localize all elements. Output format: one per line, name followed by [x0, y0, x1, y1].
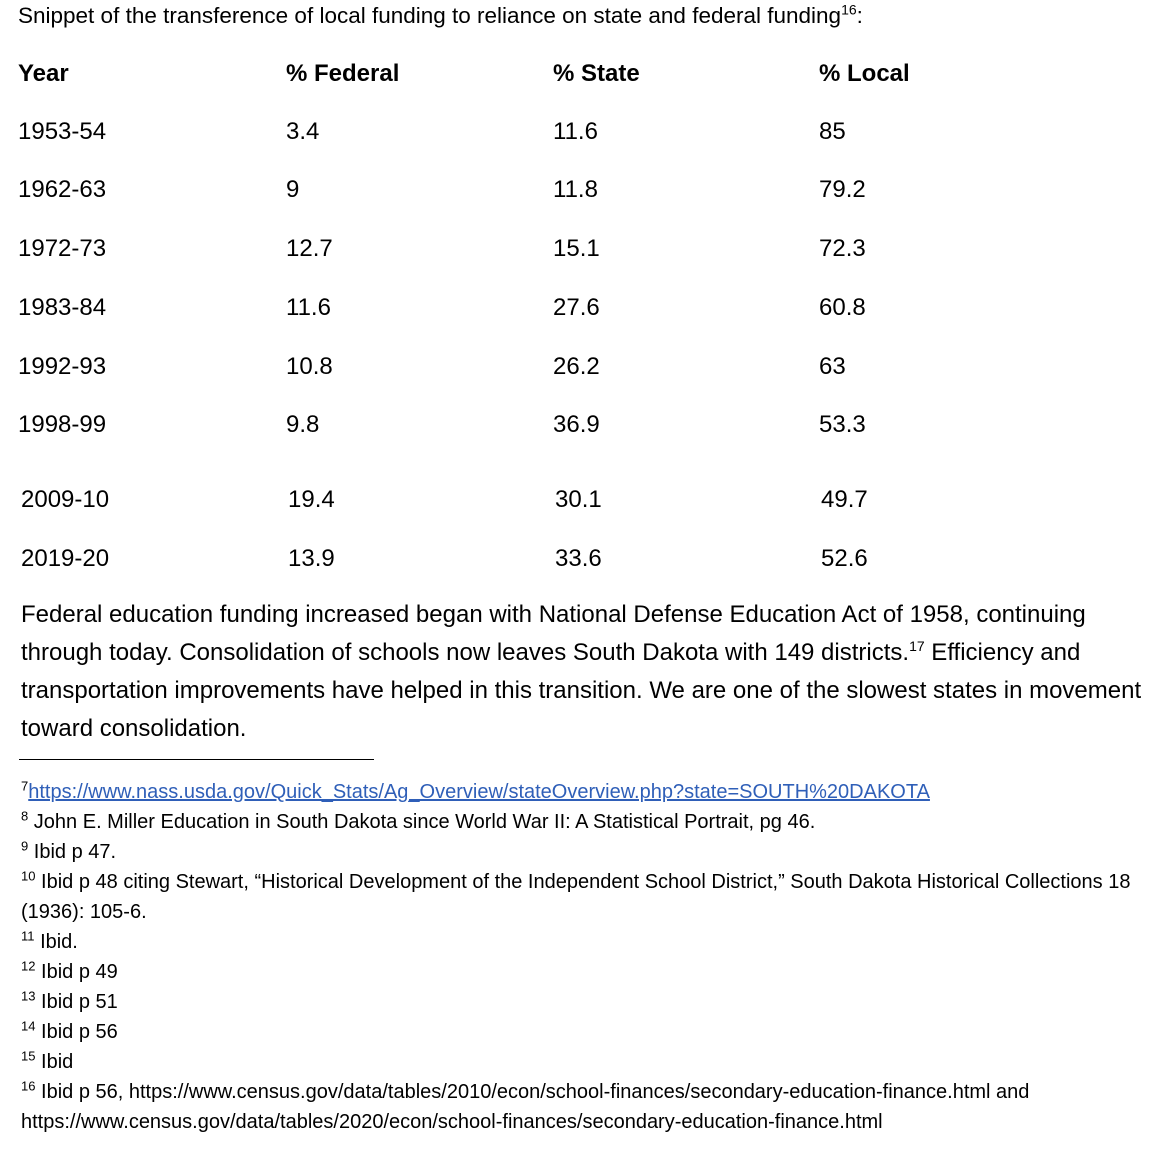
footnote-text: Ibid p 56 — [41, 1021, 118, 1043]
footnote-link[interactable]: https://www.nass.usda.gov/Quick_Stats/Ag_Overview/stateOverview.php?state=SOUTH%20DAKOTA — [28, 781, 930, 803]
footnote — [21, 867, 1161, 927]
caption-text: Snippet of the transference of local funding to reliance on state and federal funding — [18, 3, 842, 28]
footnote — [21, 1047, 1161, 1077]
footnote-number: 10 — [21, 868, 36, 884]
footnote-separator — [19, 759, 374, 760]
table-caption — [18, 2, 863, 30]
cell-year: 1998-99 — [18, 411, 107, 438]
cell-federal: 3.4 — [286, 118, 320, 145]
cell-federal: 9.8 — [286, 411, 320, 438]
header-federal: % Federal — [286, 60, 400, 87]
cell-year: 1953-54 — [18, 118, 107, 145]
header-local: % Local — [819, 60, 910, 87]
footnote — [21, 957, 1161, 987]
cell-state: 11.6 — [553, 118, 598, 145]
cell-local: 72.3 — [819, 235, 866, 262]
cell-state: 36.9 — [553, 411, 600, 438]
paragraph-text-2: Efficiency and transportation improvements have helped in this transition. We are one of the slowest states in movement toward consolidation. — [21, 639, 1142, 742]
cell-year: 1962-63 — [18, 176, 107, 203]
footnote — [21, 837, 1161, 867]
paragraph-text-1: Federal education funding increased began with National Defense Education Act of 1958, continuing through today. Consolidation of schools now leaves South Dakota with 149 districts. — [21, 601, 1086, 666]
footnote — [21, 927, 1161, 957]
cell-state: 15.1 — [553, 235, 600, 262]
footnote-text: Ibid — [41, 1051, 74, 1073]
cell-federal: 13.9 — [288, 545, 335, 572]
cell-year: 1992-93 — [18, 353, 107, 380]
footnote-number: 14 — [21, 1018, 36, 1034]
cell-state: 30.1 — [555, 486, 602, 513]
cell-year: 1972-73 — [18, 235, 107, 262]
header-state: % State — [553, 60, 640, 87]
footnote-text: Ibid p 48 citing Stewart, “Historical Development of the Independent School District,” South Dakota Historical Collections 18 (1936): 105-6. — [21, 871, 1131, 923]
table-row — [0, 543, 1168, 575]
cell-federal: 12.7 — [286, 235, 333, 262]
cell-year: 2019-20 — [21, 545, 110, 572]
footnote — [21, 987, 1161, 1017]
footnote-number: 13 — [21, 988, 36, 1004]
footnote-number: 11 — [21, 928, 35, 944]
footnote-text: Ibid p 47. — [33, 841, 117, 863]
footnote-number: 15 — [21, 1048, 36, 1064]
caption-footnote-ref[interactable]: 16 — [841, 1, 857, 18]
footnote — [21, 807, 1161, 837]
footnote-number: 9 — [21, 838, 29, 854]
table-row — [0, 484, 1168, 516]
paragraph-footnote-ref[interactable]: 17 — [909, 638, 925, 654]
footnote-number: 16 — [21, 1078, 36, 1094]
cell-local: 79.2 — [819, 176, 866, 203]
cell-local: 60.8 — [819, 294, 866, 321]
footnote — [21, 1017, 1161, 1047]
cell-year: 2009-10 — [21, 486, 110, 513]
footnote-number: 7 — [21, 778, 29, 794]
cell-year: 1983-84 — [18, 294, 107, 321]
table-row — [0, 409, 1168, 441]
caption-suffix: : — [856, 3, 863, 28]
cell-state: 26.2 — [553, 353, 600, 380]
cell-local: 85 — [819, 118, 846, 145]
header-year: Year — [18, 60, 69, 87]
table-row — [0, 351, 1168, 383]
cell-local: 49.7 — [821, 486, 868, 513]
footnote — [21, 777, 1161, 807]
cell-state: 27.6 — [553, 294, 600, 321]
table-row — [0, 292, 1168, 324]
table-row — [0, 233, 1168, 265]
footnote-text: Ibid. — [40, 931, 78, 953]
cell-federal: 9 — [286, 176, 300, 203]
table-row — [0, 174, 1168, 206]
cell-federal: 19.4 — [288, 486, 335, 513]
footnote-text: Ibid p 51 — [41, 991, 118, 1013]
cell-state: 33.6 — [555, 545, 602, 572]
cell-state: 11.8 — [553, 176, 598, 203]
cell-federal: 10.8 — [286, 353, 333, 380]
footnote-text: Ibid p 56, https://www.census.gov/data/tables/2010/econ/school-finances/secondary-education-finance.html and https://www.census.gov/data/tables/2020/econ/school-finances/secondary-education-finance.html — [21, 1081, 1030, 1133]
cell-federal: 11.6 — [286, 294, 331, 321]
footnote-number: 12 — [21, 958, 36, 974]
footnote-text: John E. Miller Education in South Dakota since World War II: A Statistical Portrait, pg 46. — [33, 811, 816, 833]
table-row — [0, 116, 1168, 148]
cell-local: 63 — [819, 353, 846, 380]
footnote-text: Ibid p 49 — [41, 961, 118, 983]
footnote-number: 8 — [21, 808, 29, 824]
body-paragraph — [21, 596, 1151, 748]
cell-local: 52.6 — [821, 545, 868, 572]
funding-table-header — [0, 58, 1168, 90]
footnote — [21, 1077, 1161, 1137]
footnotes-section — [21, 777, 1161, 1137]
cell-local: 53.3 — [819, 411, 866, 438]
